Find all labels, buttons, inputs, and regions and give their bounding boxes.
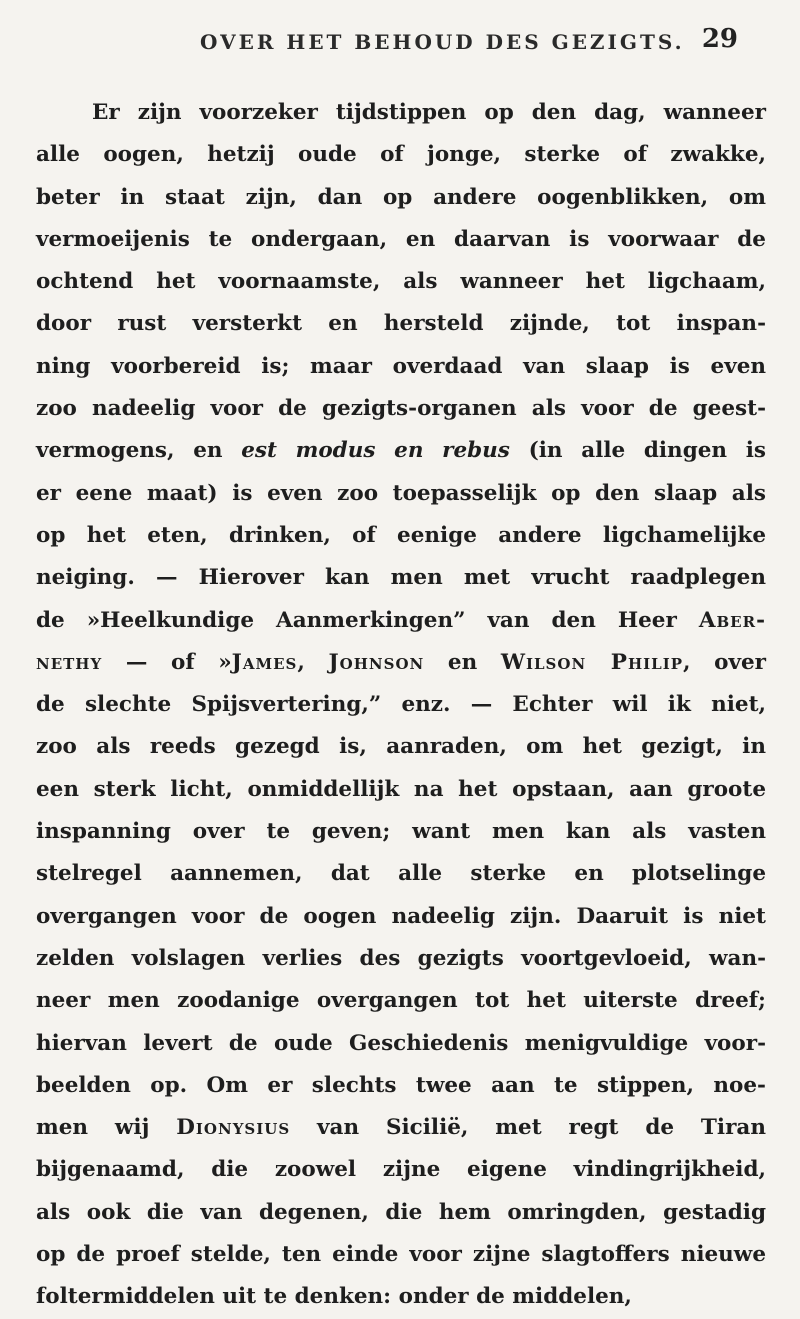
text-line: er eene maat) is even zoo toepasselijk op den slaap als [36, 480, 766, 506]
text-line: nethy — of »James, Johnson en Wilson Philip, over [36, 649, 766, 675]
text-line: door rust versterkt en hersteld zijnde, tot inspan- [36, 311, 766, 337]
text-line: zoo als reeds gezegd is, aanraden, om het gezigt, in [36, 734, 766, 760]
text-line: op de proef stelde, ten einde voor zijne slagtoffers nieuwe [36, 1242, 766, 1268]
text-line: de slechte Spijsvertering,” enz. — Echter wil ik niet, [36, 692, 766, 718]
author-name: Johnson [328, 649, 425, 675]
text-line: vermogens, en est modus en rebus (in alle dingen is [36, 438, 766, 464]
person-name: Dionysius [176, 1115, 291, 1141]
text-line: beter in staat zijn, dan op andere oogenblikken, om [36, 184, 766, 210]
text-line: inspanning over te geven; want men kan als vasten [36, 819, 766, 845]
text-line: overgangen voor de oogen nadeelig zijn. Daaruit is niet [36, 903, 766, 929]
author-name: Wilson Philip [500, 649, 684, 675]
text-line: neiging. — Hierover kan men met vrucht raadplegen [36, 565, 766, 591]
latin-phrase: est modus en rebus [241, 438, 510, 464]
text-line: Er zijn voorzeker tijdstippen op den dag, wanneer [92, 100, 766, 125]
body-paragraph [36, 92, 766, 1319]
text-line: ning voorbereid is; maar overdaad van slaap is even [36, 353, 766, 379]
page-number: 29 [701, 24, 738, 54]
text-line: hiervan levert de oude Geschiedenis menigvuldige voor- [36, 1030, 766, 1056]
text-line: vermoeijenis te ondergaan, en daarvan is voorwaar de [36, 226, 766, 252]
text-line: zelden volslagen verlies des gezigts voortgevloeid, wan- [36, 945, 766, 971]
text-line: neer men zoodanige overgangen tot het uiterste dreef; [36, 988, 766, 1014]
text-line: de »Heelkundige Aanmerkingen” van den Heer Aber- [36, 607, 766, 633]
text-line: stelregel aannemen, dat alle sterke en plotselinge [36, 861, 766, 887]
text-line: als ook die van degenen, die hem omringden, gestadig [36, 1199, 766, 1225]
text-line: foltermiddelen uit te denken: onder de middelen, [36, 1284, 632, 1310]
text-line: men wij Dionysius van Sicilië, met regt de Tiran [36, 1115, 766, 1141]
author-name: Aber- [698, 607, 766, 633]
text-line: alle oogen, hetzij oude of jonge, sterke of zwakke, [36, 142, 766, 168]
running-title: OVER HET BEHOUD DES GEZIGTS. [200, 30, 685, 54]
text-line: beelden op. Om er slechts twee aan te stippen, noe- [36, 1072, 766, 1098]
text-line: een sterk licht, onmiddellijk na het opstaan, aan groote [36, 776, 766, 802]
author-name: James [231, 649, 298, 675]
text-line: ochtend het voornaamste, als wanneer het ligchaam, [36, 269, 766, 295]
text-line: zoo nadeelig voor de gezigts-organen als voor de geest- [36, 396, 766, 422]
text-line: op het eten, drinken, of eenige andere ligchamelijke [36, 522, 766, 548]
text-line: bijgenaamd, die zoowel zijne eigene vindingrijkheid, [36, 1157, 766, 1183]
author-name: nethy [36, 649, 103, 675]
